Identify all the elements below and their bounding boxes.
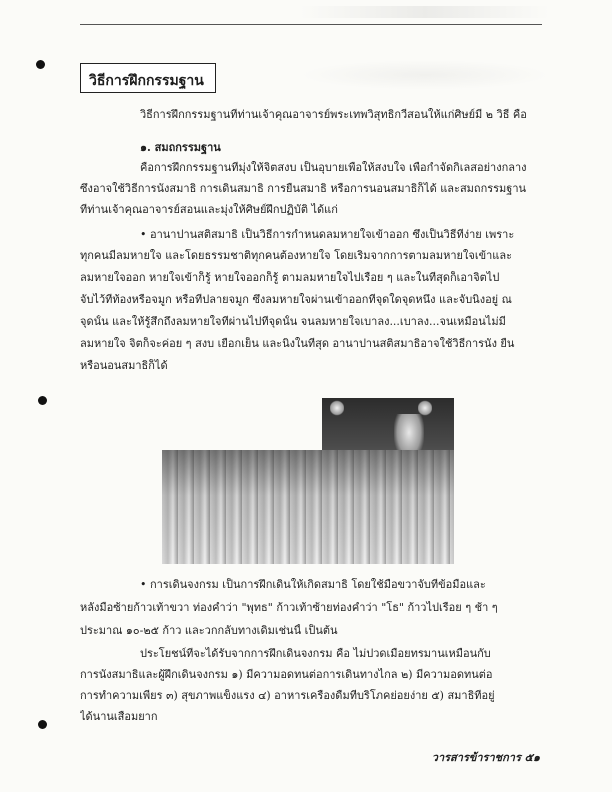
walking-line: หลังมือซ้ายก้าวเท้าขวา ท่องคำว่า "พุทธ" ก้าวเท้าซ้ายท่องคำว่า "โธ" ก้าวไปเรื่อย ๆ ช้า ๆ — [80, 601, 498, 614]
intro-line: วิธีการฝึกกรรมฐานที่ท่านเจ้าคุณอาจารย์พระเทพวิสุทธิกวีสอนให้แก่ศิษย์มี ๒ วิธี คือ — [140, 108, 527, 121]
show-through-mark — [300, 60, 550, 90]
anapanasati-line: • อานาปานสติสมาธิ เป็นวิธีการกำหนดลมหายใจเข้าออก ซึ่งเป็นวิธีที่ง่าย เพราะ — [140, 228, 515, 241]
punch-hole — [36, 60, 45, 69]
punch-hole — [38, 396, 47, 405]
walking-line: ประมาณ ๑๐-๒๕ ก้าว และวกกลับทางเดิมเช่นนี้ เป็นต้น — [80, 624, 338, 637]
benefit-line: การนั่งสมาธิและผู้ฝึกเดินจงกรม ๑) มีความอดทนต่อการเดินทางไกล ๒) มีความอดทนต่อ — [80, 668, 493, 681]
anapanasati-line: ทุกคนมีลมหายใจ และโดยธรรมชาติทุกคนต้องหายใจ โดยเริ่มจากการตามลมหายใจเข้าและ — [80, 249, 513, 262]
anapanasati-line: จุดนั้น และให้รู้สึกถึงลมหายใจที่ผ่านไปที่จุดนั้น จนลมหายใจเบาลง...เบาลง...จนเหมือนไม่มี — [80, 315, 506, 328]
anapanasati-line: ลมหายใจออก หายใจเข้าก็รู้ หายใจออกก็รู้ ตามลมหายใจไปเรื่อย ๆ และในที่สุดก็เอาจิตไป — [80, 271, 500, 284]
footer-page-label: วารสารข้าราชการ ๕๑ — [431, 751, 540, 764]
chandelier — [418, 400, 432, 416]
samatha-line: ที่ท่านเจ้าคุณอาจารย์สอนและมุ่งให้ศิษย์ฝึกปฏิบัติ ได้แก่ — [80, 203, 338, 216]
anapanasati-line: หรือนอนสมาธิก็ได้ — [80, 359, 168, 372]
samatha-heading: ๑. สมถกรรมฐาน — [140, 141, 221, 154]
show-through-mark — [300, 6, 550, 18]
samatha-line: คือการฝึกกรรมฐานที่มุ่งให้จิตสงบ เป็นอุบายเพื่อให้สงบใจ เพื่อกำจัดกิเลสอย่างกลาง — [140, 161, 527, 174]
benefit-line: ได้นานเสื่อมยาก — [80, 710, 158, 723]
anapanasati-line: ลมหายใจ จิตก็จะค่อย ๆ สงบ เยือกเย็น และนิ่งในที่สุด อานาปานสติสมาธิอาจใช้วิธีการนั่ง ยืน — [80, 337, 515, 350]
anapanasati-line: จับไว้ที่ท้องหรือจมูก หรือที่ปลายจมูก ซึ่งลมหายใจผ่านเข้าออกที่จุดใดจุดหนึ่ง และจับนิ่งอยู่ ณ — [80, 293, 512, 306]
header-rule — [80, 24, 542, 25]
chandelier — [330, 400, 344, 416]
benefit-line: ประโยชน์ที่จะได้รับจากการฝึกเดินจงกรม คือ ไม่ปวดเมื่อยทรมานเหมือนกับ — [140, 647, 491, 660]
section-title: วิธีการฝึกกรรมฐาน — [89, 73, 204, 89]
punch-hole — [38, 720, 47, 729]
meditation-hall-photo — [162, 398, 454, 564]
benefit-line: การทำความเพียร ๓) สุขภาพแข็งแรง ๔) อาหารเครื่องดื่มที่บริโภคย่อยง่าย ๕) สมาธิที่อยู่ — [80, 689, 495, 702]
samatha-line: ซึ่งอาจใช้วิธีการนั่งสมาธิ การเดินสมาธิ การยืนสมาธิ หรือการนอนสมาธิก็ได้ และสมถกรรมฐาน — [80, 182, 527, 195]
section-title-box — [80, 63, 216, 93]
walking-line: • การเดินจงกรม เป็นการฝึกเดินให้เกิดสมาธิ โดยใช้มือขวาจับที่ข้อมือและ — [140, 578, 486, 591]
